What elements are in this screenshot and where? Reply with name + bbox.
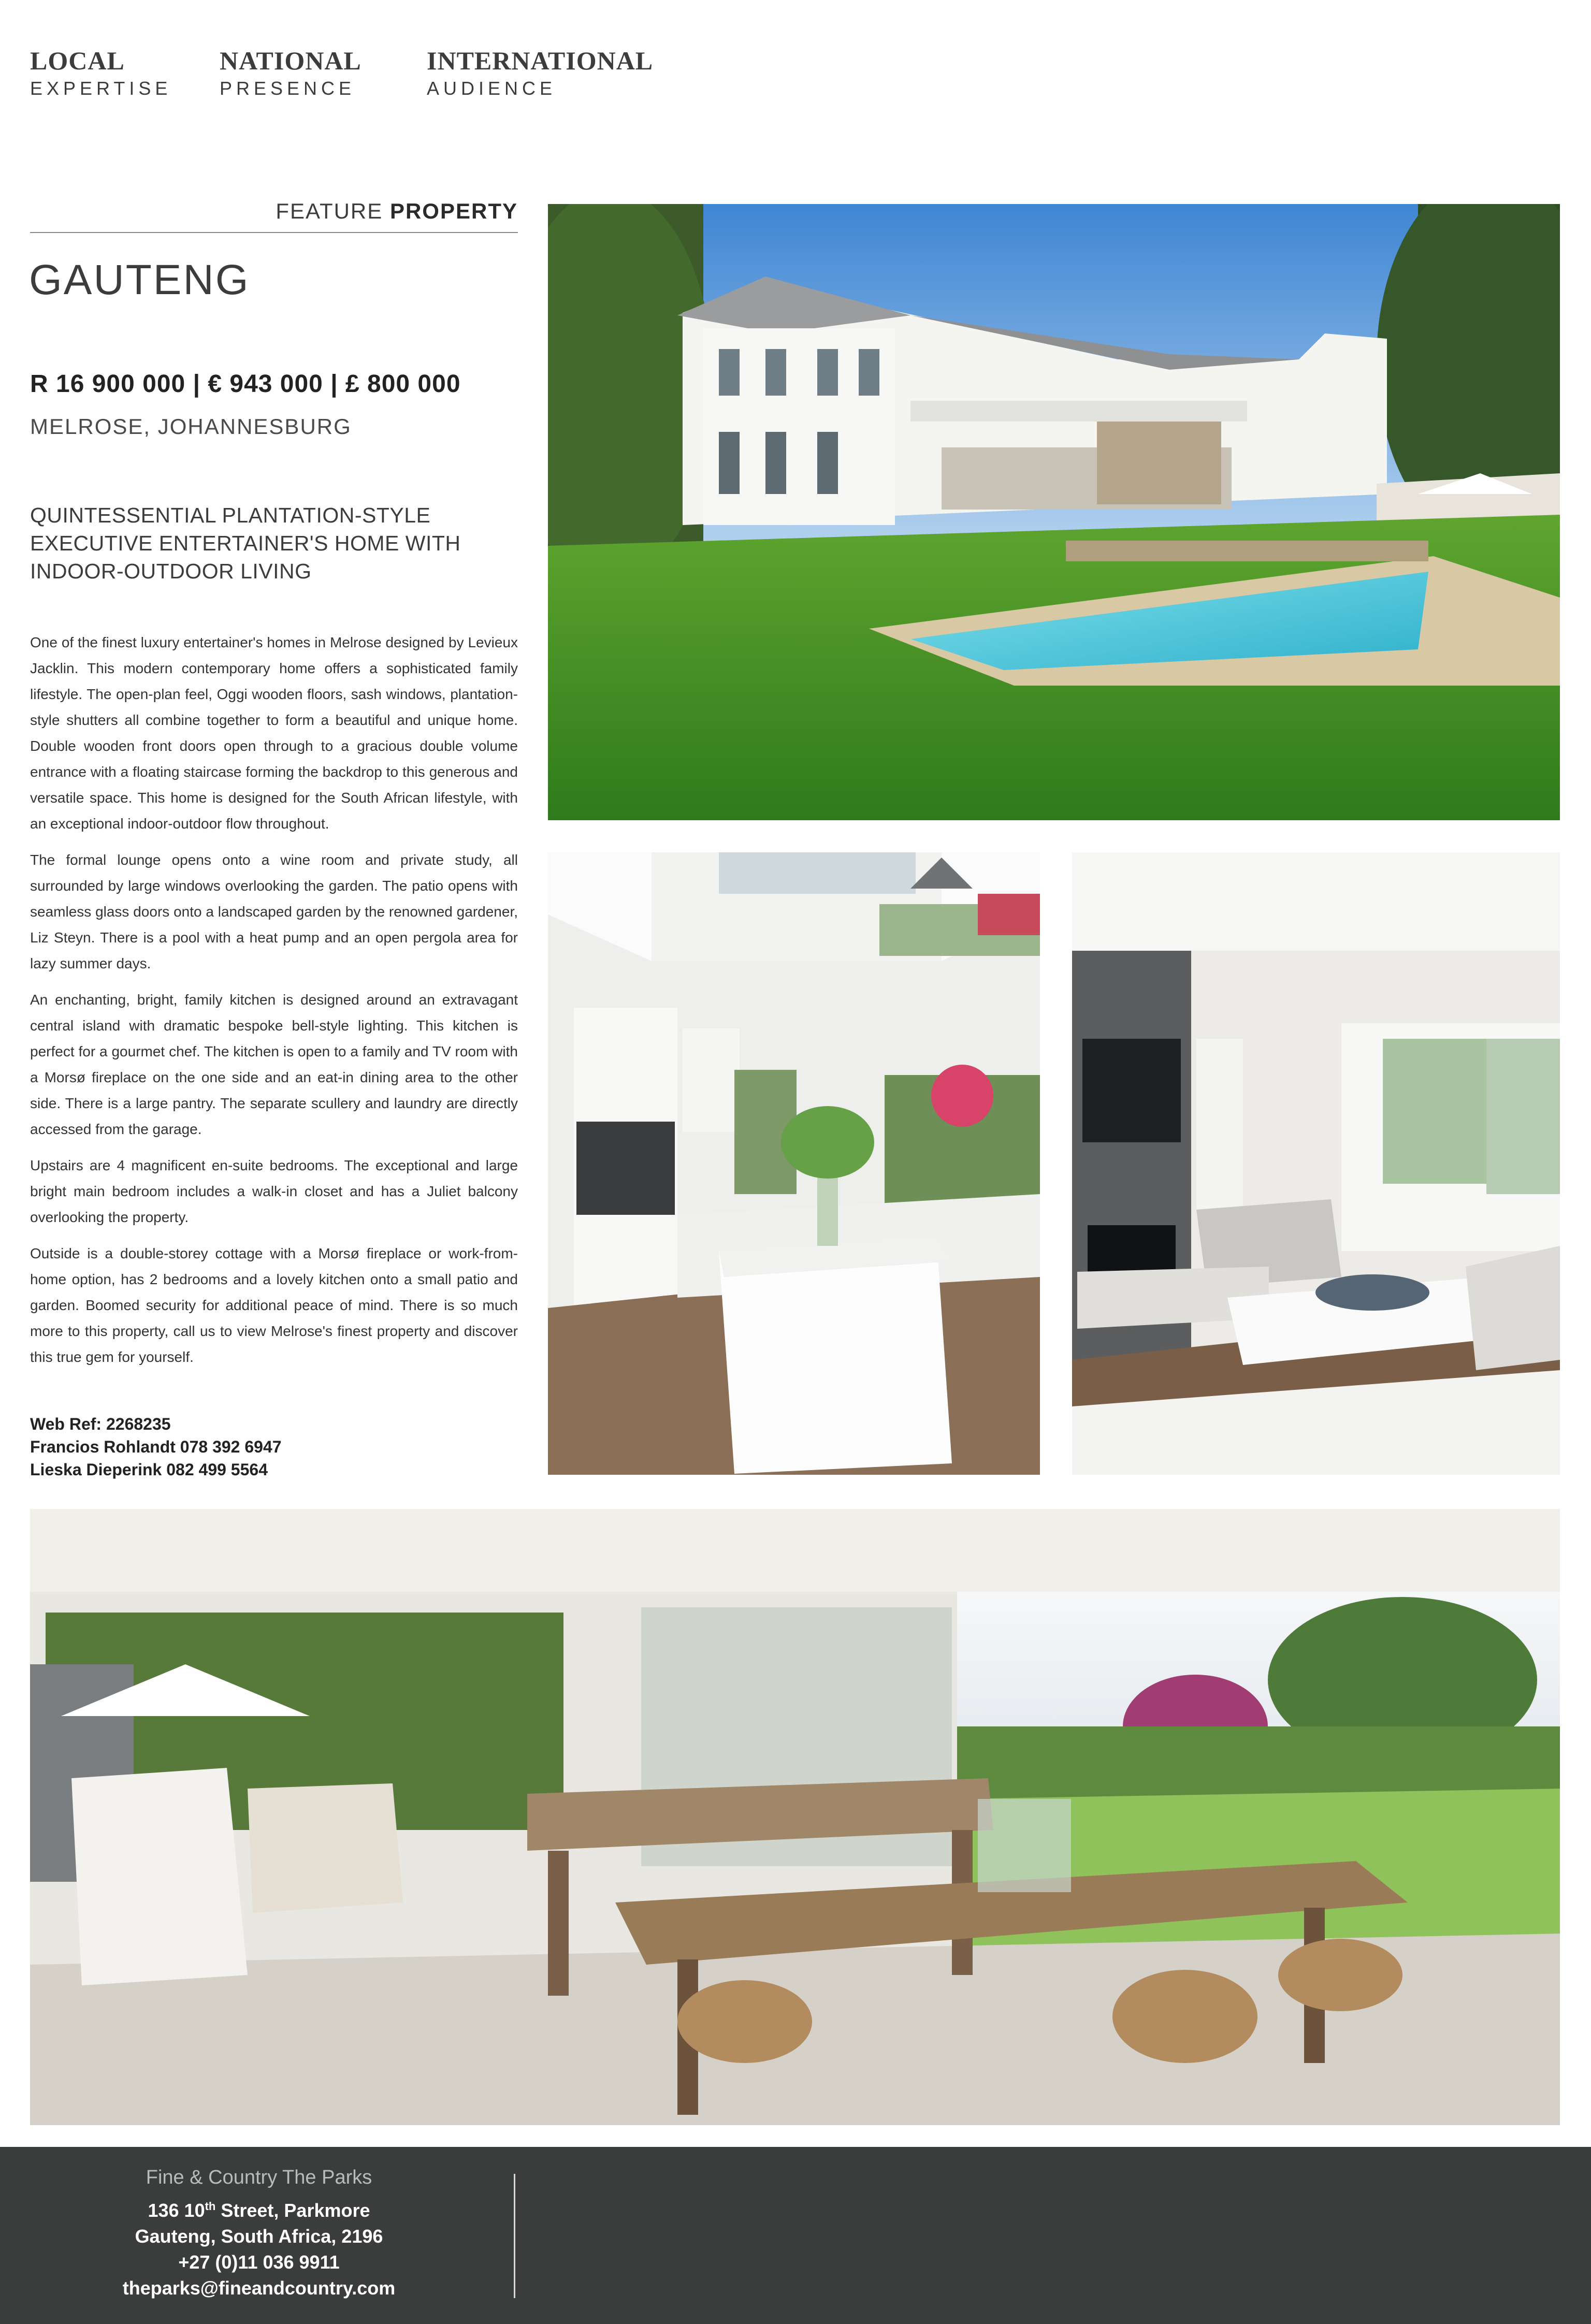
photo-kitchen [548,852,1040,1475]
header-word-local: LOCAL [30,46,125,75]
footer-divider [514,2174,515,2298]
photo-exterior-pool [548,204,1560,820]
office-street [104,2200,414,2221]
photo-dining-patio [30,1509,1560,2125]
region-title: GAUTENG [29,256,250,303]
description-paragraph: One of the finest luxury entertainer's homes in Melrose designed by Levieux Jacklin. This modern contemporary home offers a sophisticated family lifestyle. The open-plan feel, Oggi wooden floors, sash windows, plantation-style shutters all combine together to form a beautiful and unique home. Double wooden front doors open through to a gracious double volume entrance with a floating staircase forming the backdrop to this generous and versatile space. This home is designed for the South African lifestyle, with an exceptional indoor-outdoor flow throughout. [30,634,518,832]
feature-label-b: PROPERTY [389,199,518,223]
header-sub-presence: PRESENCE [220,78,356,99]
office-phone[interactable]: +27 (0)11 036 9911 [178,2252,340,2273]
description-paragraph: Outside is a double-storey cottage with a Morsø fireplace or work-from-home option, has 2 bedrooms and a lovely kitchen onto a small patio and garden. Boomed security for additional peace of mind. There is so much more to this property, call us to view Melrose's finest property and discover this true gem for yourself. [30,1245,518,1365]
street-ordinal: th [205,2200,216,2213]
photo-living-room [1072,852,1560,1475]
header-sub-expertise: EXPERTISE [30,78,172,99]
office-footer [0,2147,1591,2324]
feature-label-a: FEATURE [276,199,383,223]
property-description [30,630,518,1381]
description-paragraph: The formal lounge opens onto a wine room and private study, all surrounded by large windows overlooking the garden. The patio opens with seamless glass doors onto a landscaped garden by the renowned gardener, Liz Steyn. There is a pool with a heat pump and an open pergola area for lazy summer days. [30,852,518,971]
agent-contact: Francios Rohlandt 078 392 6947 [30,1437,282,1456]
header-word-national: NATIONAL [220,46,361,75]
price: R 16 900 000 | € 943 000 | £ 800 000 [30,370,461,398]
office-email[interactable]: theparks@fineandcountry.com [122,2277,396,2299]
office-city: Gauteng, South Africa, 2196 [135,2226,383,2247]
location: MELROSE, JOHANNESBURG [30,414,352,439]
feature-divider [30,232,518,233]
office-name: Fine & Country The Parks [146,2167,372,2188]
contact-block [30,1413,282,1481]
web-reference: Web Ref: 2268235 [30,1415,171,1433]
header-sub-audience: AUDIENCE [427,78,557,99]
property-headline: QUINTESSENTIAL PLANTATION-STYLE EXECUTIVE ENTERTAINER'S HOME WITH INDOOR-OUTDOOR LIVING [30,503,461,583]
description-paragraph: Upstairs are 4 magnificent en-suite bedrooms. The exceptional and large bright main bedroom includes a walk-in closet and has a Juliet balcony overlooking the property. [30,1157,518,1225]
street-number: 136 10 [148,2200,205,2221]
header-word-international: INTERNATIONAL [427,46,654,75]
agent-contact: Lieska Dieperink 082 499 5564 [30,1460,268,1479]
feature-property-label [276,199,518,224]
street-name: Street, Parkmore [215,2200,370,2221]
description-paragraph: An enchanting, bright, family kitchen is designed around an extravagant central island with dramatic bespoke bell-style lighting. This kitchen is perfect for a gourmet chef. The kitchen is open to a family and TV room with a Morsø fireplace on the one side and an eat-in dining area to the other side. There is a large pantry. The separate scullery and laundry are directly accessed from the garage. [30,992,518,1137]
